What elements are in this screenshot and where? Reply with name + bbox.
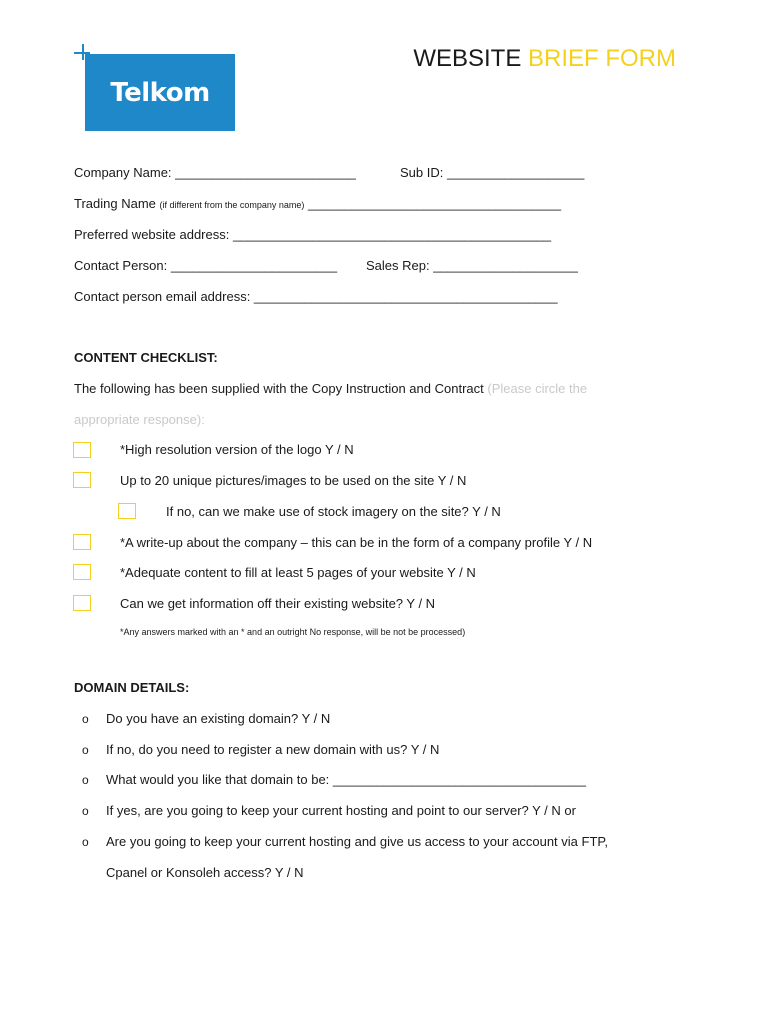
bullet-icon: o bbox=[82, 835, 89, 849]
checkbox-content[interactable] bbox=[73, 564, 91, 580]
bullet-icon: o bbox=[82, 773, 89, 787]
trading-name-field[interactable] bbox=[74, 196, 561, 211]
domain-item-hosting-point: If yes, are you going to keep your current hosting and point to our server? Y / N or bbox=[106, 803, 576, 818]
telkom-logo bbox=[85, 54, 235, 131]
sales-rep-field[interactable]: Sales Rep: ____________________ bbox=[366, 258, 578, 273]
checklist-item-logo: *High resolution version of the logo Y / N bbox=[120, 442, 354, 457]
checklist-intro-note: (Please circle the bbox=[487, 381, 588, 396]
checklist-intro-note-continued: appropriate response): bbox=[74, 412, 205, 427]
checklist-item-content: *Adequate content to fill at least 5 pages of your website Y / N bbox=[120, 565, 476, 580]
checklist-footnote: *Any answers marked with an * and an outright No response, will be not be processed) bbox=[120, 627, 466, 637]
domain-item-hosting-access-continued: Cpanel or Konsoleh access? Y / N bbox=[106, 865, 304, 880]
domain-item-register: If no, do you need to register a new domain with us? Y / N bbox=[106, 742, 440, 757]
contact-person-field[interactable]: Contact Person: _______________________ bbox=[74, 258, 338, 273]
trading-name-note: (if different from the company name) bbox=[159, 200, 305, 210]
checklist-intro bbox=[74, 381, 587, 396]
domain-item-hosting-access: Are you going to keep your current hosting and give us access to your account via FTP, bbox=[106, 834, 608, 849]
checkbox-existing-website[interactable] bbox=[73, 595, 91, 611]
bullet-icon: o bbox=[82, 712, 89, 726]
trading-name-line: ___________________________________ bbox=[308, 196, 562, 211]
content-checklist-heading: CONTENT CHECKLIST: bbox=[74, 350, 218, 365]
domain-item-name[interactable]: What would you like that domain to be: ___________________________________ bbox=[106, 772, 586, 787]
domain-item-existing: Do you have an existing domain? Y / N bbox=[106, 711, 331, 726]
bullet-icon: o bbox=[82, 743, 89, 757]
checklist-item-write-up: *A write-up about the company – this can be in the form of a company profile Y / N bbox=[120, 535, 593, 550]
checklist-item-pictures: Up to 20 unique pictures/images to be used on the site Y / N bbox=[120, 473, 467, 488]
checkbox-stock-imagery[interactable] bbox=[118, 503, 136, 519]
logo-plus-mark-vertical bbox=[82, 44, 84, 60]
trading-name-label: Trading Name bbox=[74, 196, 156, 211]
logo-text: Telkom bbox=[110, 77, 210, 108]
checkbox-pictures[interactable] bbox=[73, 472, 91, 488]
checklist-item-stock-imagery: If no, can we make use of stock imagery on the site? Y / N bbox=[166, 504, 501, 519]
checklist-item-existing-website: Can we get information off their existing website? Y / N bbox=[120, 596, 436, 611]
title-part-1: WEBSITE bbox=[413, 45, 528, 72]
domain-details-heading: DOMAIN DETAILS: bbox=[74, 680, 190, 695]
sub-id-field[interactable]: Sub ID: ___________________ bbox=[400, 165, 585, 180]
company-name-field[interactable]: Company Name: _________________________ bbox=[74, 165, 356, 180]
contact-email-field[interactable]: Contact person email address: __________________________________________ bbox=[74, 289, 558, 304]
website-address-field[interactable]: Preferred website address: ____________________________________________ bbox=[74, 227, 552, 242]
bullet-icon: o bbox=[82, 804, 89, 818]
checklist-intro-text: The following has been supplied with the Copy Instruction and Contract bbox=[74, 381, 484, 396]
page-title bbox=[413, 45, 676, 73]
checkbox-logo[interactable] bbox=[73, 442, 91, 458]
title-part-2: BRIEF FORM bbox=[528, 45, 676, 72]
checkbox-write-up[interactable] bbox=[73, 534, 91, 550]
